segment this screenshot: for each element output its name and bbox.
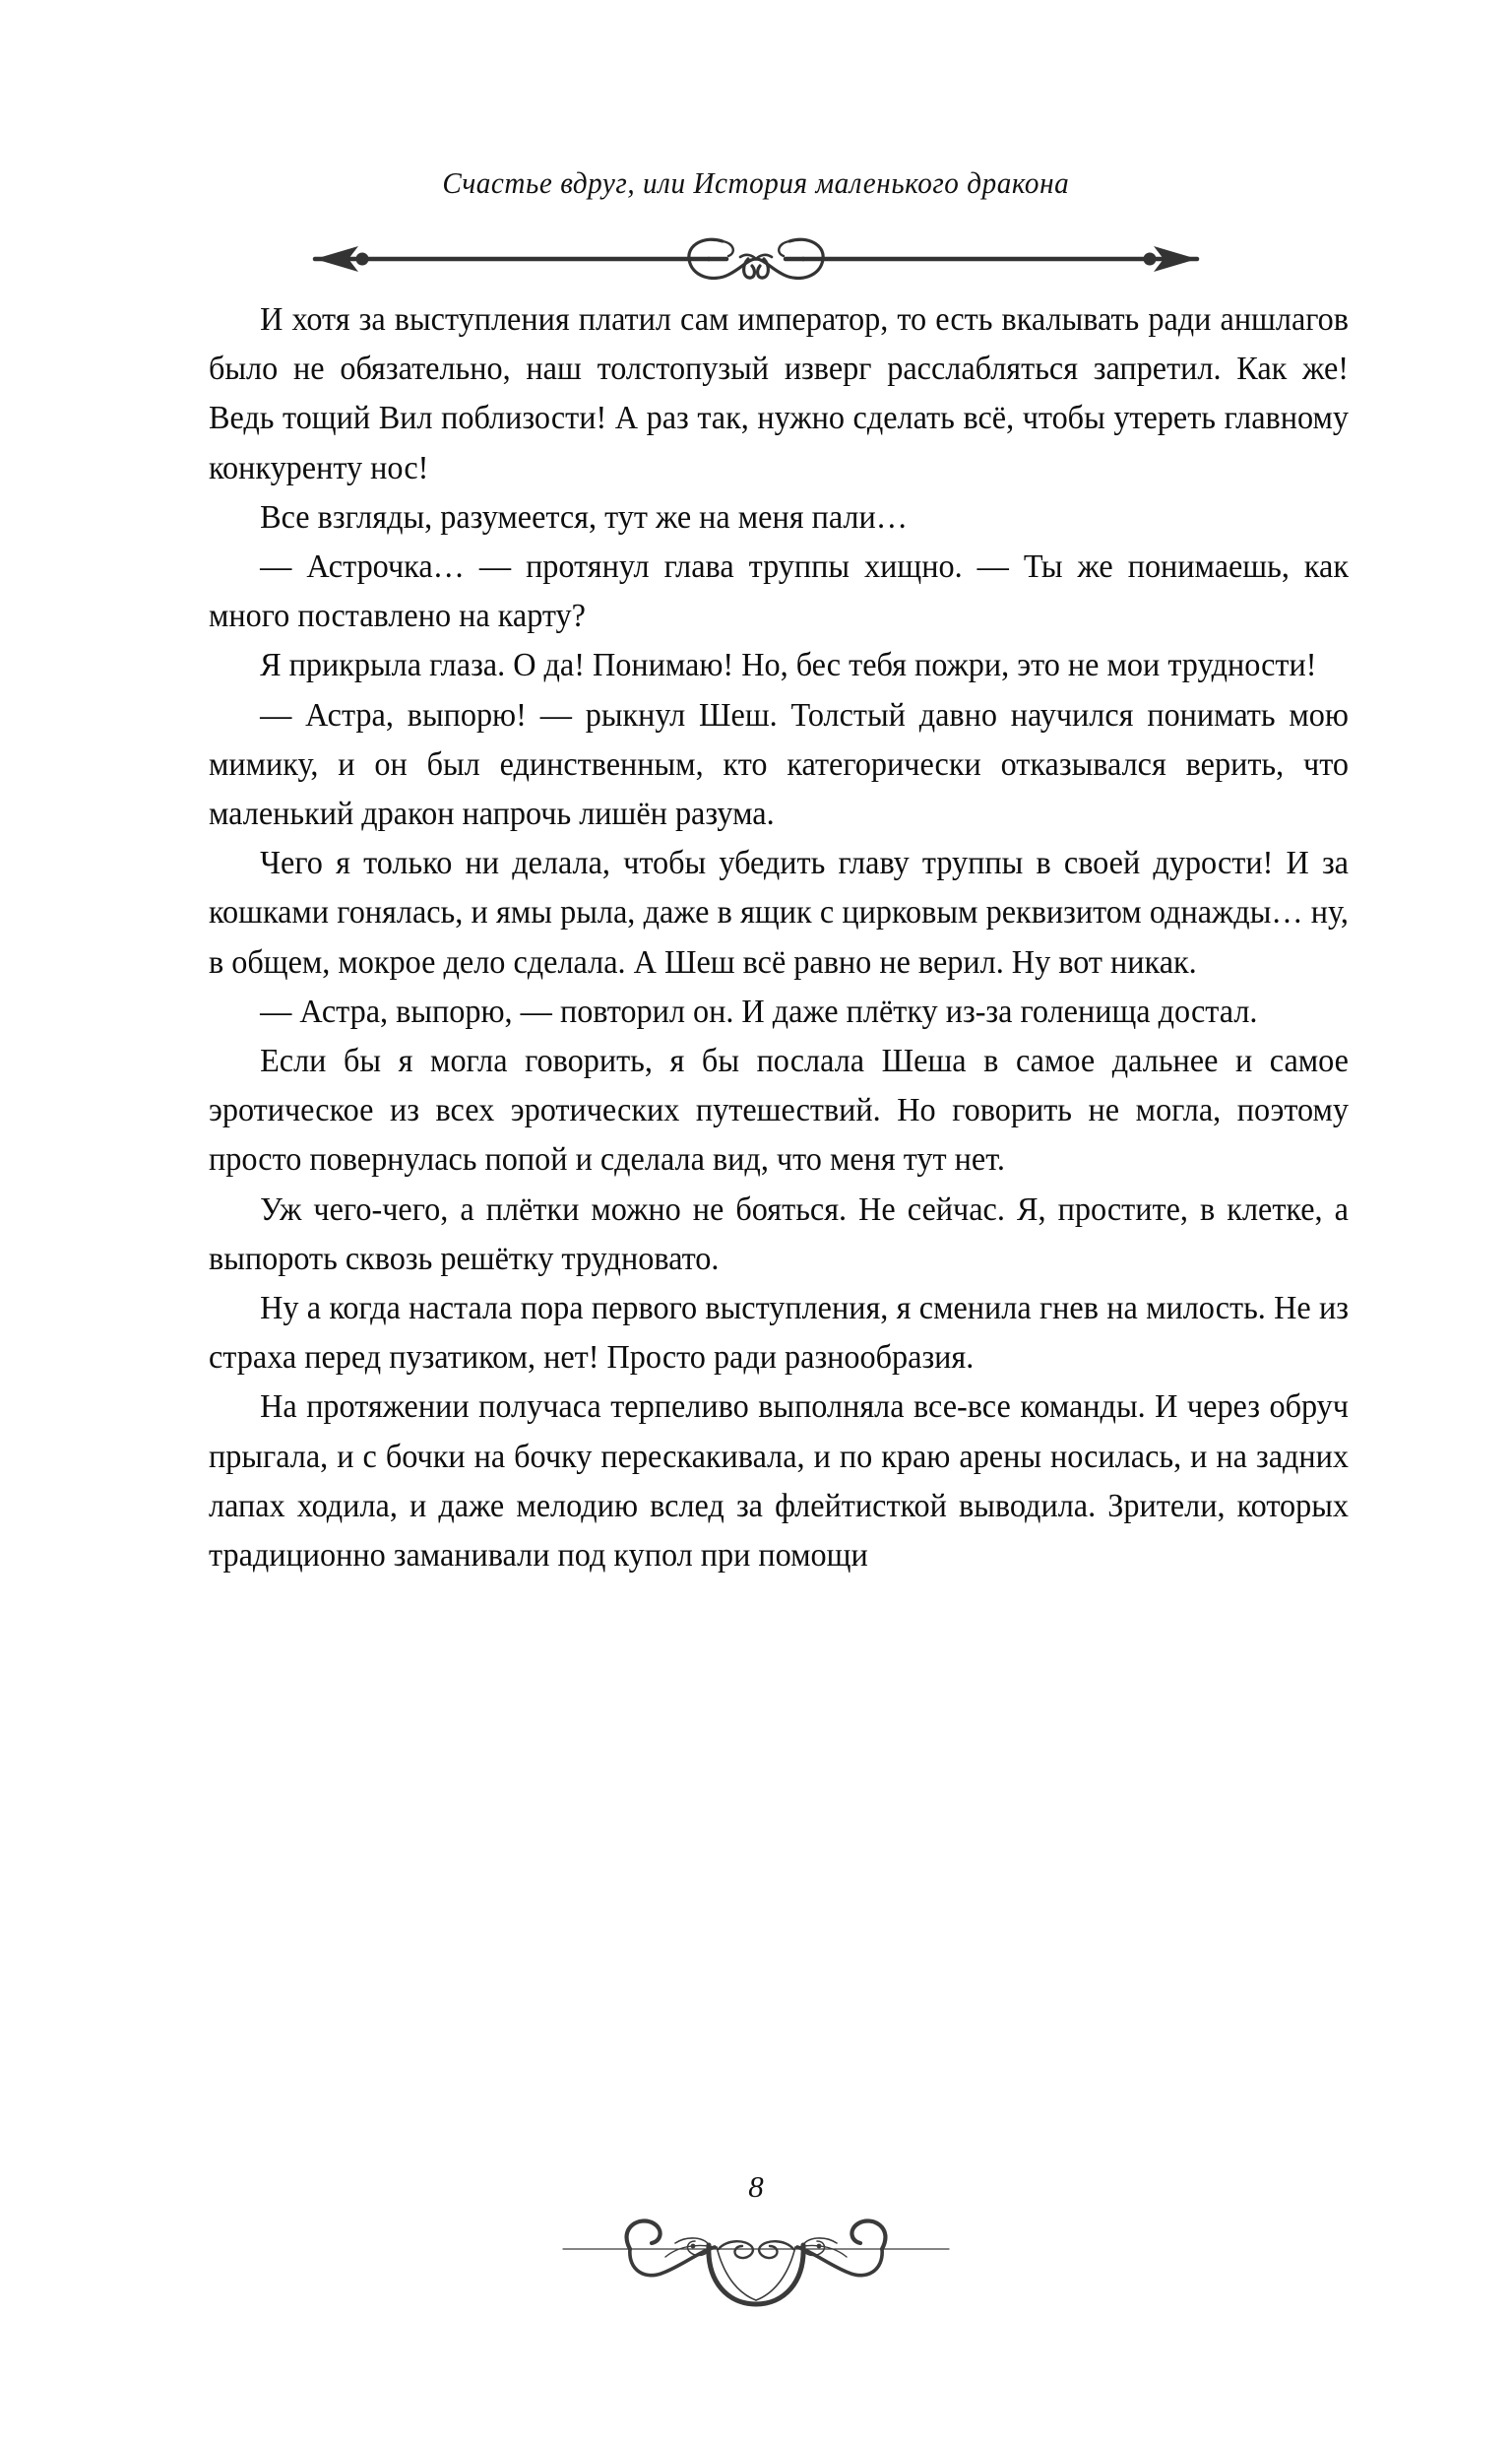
- paragraph: Все взгляды, разумеется, тут же на меня пали…: [260, 498, 908, 536]
- paragraph: — Астрочка… — протянул глава труппы хищно. — Ты же понимаешь, как много поставлено на карту?: [209, 548, 1349, 635]
- paragraph: И хотя за выступления платил сам император, то есть вкалывать ради аншлагов было не обязательно, наш толстопузый изверг расслабляться запретил. Как же! Ведь тощий Вил поблизости! А раз так, нужно сделать всё, чтобы утереть главному конкуренту нос!: [209, 301, 1349, 486]
- paragraph: — Астра, выпорю, — повторил он. И даже плётку из-за голенища достал.: [260, 993, 1258, 1030]
- header-divider-ornament: [264, 233, 1248, 285]
- paragraph: На протяжении получаса терпеливо выполняла все-все команды. И через обруч прыгала, и с бочки на бочку перескакивала, и по краю арены носилась, и на задних лапах ходила, и даже мелодию вслед за флейтисткой выводила. Зрители, которых традиционно заманивали под купол при помощи: [209, 1388, 1349, 1575]
- paragraph: Ну а когда настала пора первого выступления, я сменила гнев на милость. Не из страха перед пузатиком, нет! Просто ради разнообразия.: [209, 1290, 1349, 1377]
- paragraph: Уж чего-чего, а плётки можно не бояться. Не сейчас. Я, простите, в клетке, а выпороть сквозь решётку трудновато.: [209, 1190, 1349, 1277]
- running-header: [0, 165, 1512, 201]
- paragraph: — Астра, выпорю! — рыкнул Шеш. Толстый давно научился понимать мою мимику, и он был единственным, кто категорически отказывался верить, что маленький дракон напрочь лишён разума.: [209, 696, 1349, 833]
- body-text: [209, 295, 1349, 1580]
- paragraph: Чего я только ни делала, чтобы убедить главу труппы в своей дурости! И за кошками гонялась, и ямы рыла, даже в ящик с цирковым реквизитом однажды… ну, в общем, мокрое дело сделала. А Шеш всё равно не верил. Ну вот никак.: [209, 845, 1349, 981]
- page-number: 8: [748, 2169, 764, 2204]
- paragraph: Я прикрыла глаза. О да! Понимаю! Но, бес тебя пожри, это не мои трудности!: [260, 647, 1317, 684]
- running-header-title: Счастье вдруг, или История маленького дракона: [442, 165, 1070, 200]
- paragraph: Если бы я могла говорить, я бы послала Шеша в самое дальнее и самое эротическое из всех эротических путешествий. Но говорить не могла, поэтому просто повернулась попой и сделала вид, что меня тут нет.: [209, 1043, 1349, 1179]
- footer-ornament: [559, 2214, 953, 2332]
